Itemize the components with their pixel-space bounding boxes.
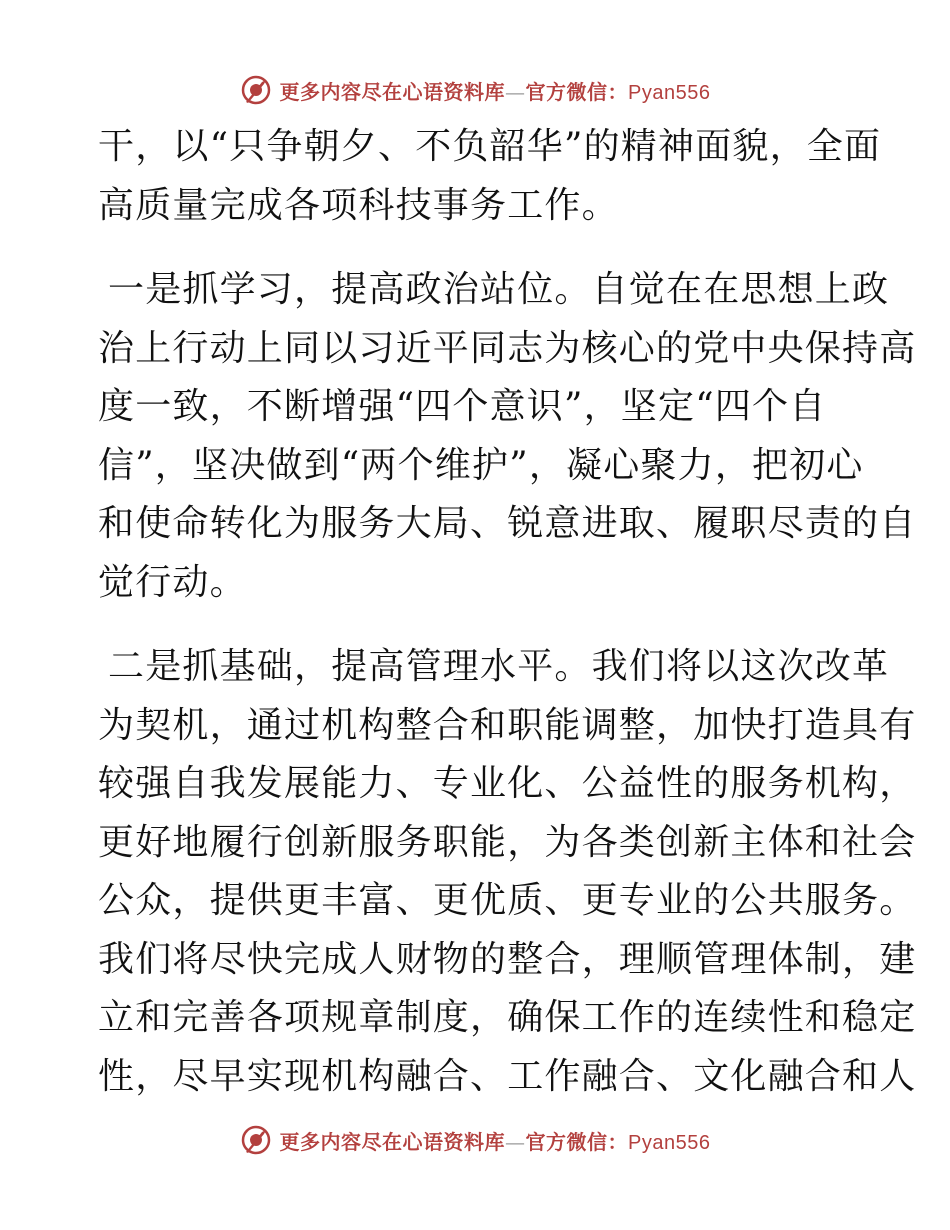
paragraph-2 bbox=[98, 261, 917, 612]
brand-text: 更多内容尽在心语资料库 bbox=[279, 1129, 506, 1154]
wechat-id: Pyan556 bbox=[628, 1131, 711, 1154]
text-line: 和使命转化为服务大局、锐意进取、履职尽责的自 bbox=[98, 503, 917, 544]
header-watermark-text bbox=[280, 76, 711, 105]
text-line: 为契机，通过机构整合和职能调整，加快打造具有 bbox=[98, 704, 917, 746]
text-line: 一是抓学习，提高政治站位。自觉在在思想上政 bbox=[108, 269, 890, 310]
text-line: 二是抓基础，提高管理水平。我们将以这次改革 bbox=[108, 646, 890, 687]
brand-text: 更多内容尽在心语资料库 bbox=[279, 79, 506, 104]
quill-logo-icon bbox=[240, 74, 272, 106]
text-line: 高质量完成各项科技事务工作。 bbox=[98, 184, 619, 226]
wechat-id: Pyan556 bbox=[628, 81, 711, 104]
text-line: 立和完善各项规章制度，确保工作的连续性和稳定 bbox=[98, 997, 917, 1038]
paragraph-3 bbox=[98, 638, 917, 1106]
text-line: 觉行动。 bbox=[98, 561, 247, 603]
wechat-label: 官方微信： bbox=[525, 79, 629, 104]
quill-logo-icon bbox=[240, 1124, 272, 1156]
text-line: 性，尽早实现机构融合、工作融合、文化融合和人 bbox=[98, 1055, 917, 1097]
text-line: 较强自我发展能力、专业化、公益性的服务机构， bbox=[98, 763, 917, 804]
header-watermark bbox=[0, 70, 950, 110]
footer-watermark-text bbox=[280, 1126, 711, 1155]
text-line: 我们将尽快完成人财物的整合，理顺管理体制，建 bbox=[98, 938, 917, 980]
text-line: 治上行动上同以习近平同志为核心的党中央保持高 bbox=[98, 327, 917, 369]
wechat-label: 官方微信： bbox=[525, 1129, 629, 1154]
separator: — bbox=[505, 79, 526, 104]
footer-watermark bbox=[0, 1120, 950, 1160]
text-line: 信”，坚决做到“两个维护”，凝心聚力，把初心 bbox=[98, 444, 864, 486]
paragraph-1 bbox=[98, 118, 882, 235]
document-body bbox=[98, 118, 917, 1106]
text-line: 干，以“只争朝夕、不负韶华”的精神面貌，全面 bbox=[98, 126, 882, 167]
text-line: 度一致，不断增强“四个意识”，坚定“四个自 bbox=[98, 386, 827, 427]
text-line: 公众，提供更丰富、更优质、更专业的公共服务。 bbox=[98, 880, 917, 921]
text-line: 更好地履行创新服务职能，为各类创新主体和社会 bbox=[98, 821, 917, 863]
separator: — bbox=[505, 1129, 526, 1154]
